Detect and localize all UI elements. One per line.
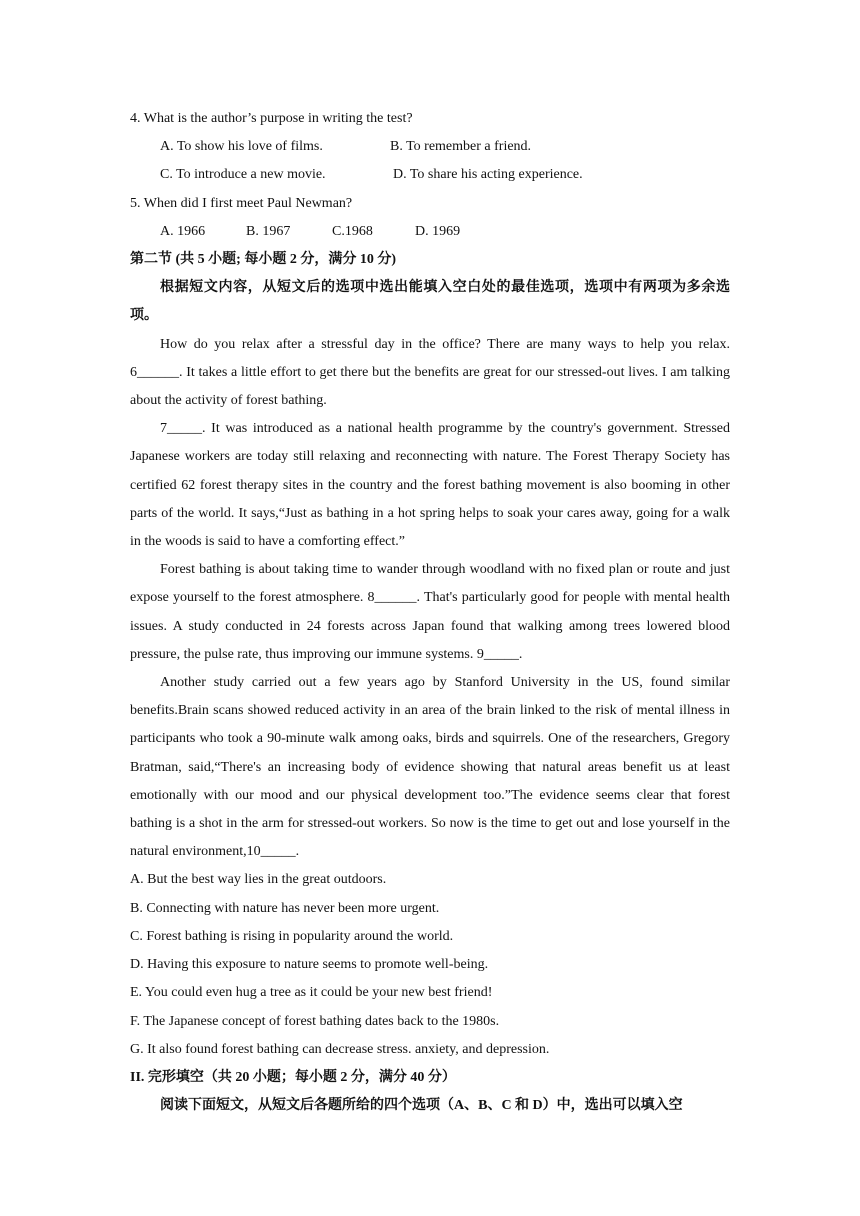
q5-option-c: C.1968 — [332, 223, 373, 239]
section-2-heading: 第二节 (共 5 小题; 每小题 2 分，满分 10 分) — [130, 252, 396, 268]
question-5-stem: 5. When did I first meet Paul Newman? — [130, 195, 353, 211]
question-4-stem: 4. What is the author’s purpose in writing the test? — [130, 111, 413, 126]
answer-option-a: A. But the best way lies in the great outdoors. — [130, 872, 387, 888]
q5-option-d: D. 1969 — [415, 223, 461, 239]
q4-option-c: C. To introduce a new movie. — [160, 167, 326, 183]
answer-option-f: F. The Japanese concept of forest bathing dates back to the 1980s. — [130, 1013, 500, 1029]
question-5-options — [130, 218, 730, 246]
q4-option-d: D. To share his acting experience. — [393, 167, 583, 183]
answer-option-g: G. It also found forest bathing can decrease stress. anxiety, and depression. — [130, 1041, 550, 1057]
answer-option-e: E. You could even hug a tree as it could be your new best friend! — [130, 985, 493, 1001]
section-2-instruction: 根据短文内容，从短文后的选项中选出能填入空白处的最佳选项，选项中有两项为多余选项。 — [130, 280, 730, 324]
section-3-heading: II. 完形填空（共 20 小题；每小题 2 分，满分 40 分） — [130, 1069, 456, 1085]
passage-paragraph-2: 7_____. It was introduced as a national health programme by the country's government. Stressed Japanese workers are today still relaxing and reconnecting with nature. The Forest Therapy Society has certified 62 forest therapy sites in the country and the forest bathing movement is also booming in other parts of the world. It says,“Just as bathing in a hot spring helps to soak your cares away, going for a walk in the woods is said to have a comforting effect.” — [130, 421, 730, 550]
section-2-instruction-block — [130, 274, 730, 330]
section-3-instruction: 阅读下面短文，从短文后各题所给的四个选项（A、B、C 和 D）中，选出可以填入空 — [160, 1098, 683, 1114]
exam-page — [130, 105, 730, 1120]
answer-option-b: B. Connecting with nature has never been more urgent. — [130, 900, 440, 916]
passage-paragraph-3: Forest bathing is about taking time to wander through woodland with no fixed plan or route and just expose yourself to the forest atmosphere. 8______. That's particularly good for people with mental health issues. A study conducted in 24 forests across Japan found that walking among trees lowered blood pressure, the pulse rate, thus improving our immune systems. 9_____. — [130, 562, 730, 662]
question-4-options-row2 — [130, 161, 730, 189]
passage-paragraph-4: Another study carried out a few years ago by Stanford University in the US, found similar benefits.Brain scans showed reduced activity in an area of the brain linked to the risk of mental illness in participants who took a 90-minute walk among oaks, birds and squirrels. One of the researchers, Gregory Bratman, said,“There's an increasing body of evidence showing that natural areas benefit us at least emotionally with our mood and our physical development too.”The evidence seems clear that forest bathing is a shot in the arm for stressed-out workers. So now is the time to get out and lose yourself in the natural environment,10_____. — [130, 675, 730, 860]
question-4-options-row1 — [130, 133, 730, 161]
q4-option-a: A. To show his love of films. — [160, 139, 323, 155]
q5-option-a: A. 1966 — [160, 223, 206, 239]
answer-options-list — [130, 866, 730, 1063]
q4-option-b: B. To remember a friend. — [390, 139, 532, 155]
answer-option-d: D. Having this exposure to nature seems to promote well-being. — [130, 957, 489, 973]
passage-paragraph-1: How do you relax after a stressful day in the office? There are many ways to help you relax. 6______. It takes a little effort to get there but the benefits are great for our stressed-out lives. I am talking about the activity of forest bathing. — [130, 336, 730, 409]
answer-option-c: C. Forest bathing is rising in popularity around the world. — [130, 928, 454, 944]
q5-option-b: B. 1967 — [246, 223, 291, 239]
reading-passage — [130, 331, 730, 867]
